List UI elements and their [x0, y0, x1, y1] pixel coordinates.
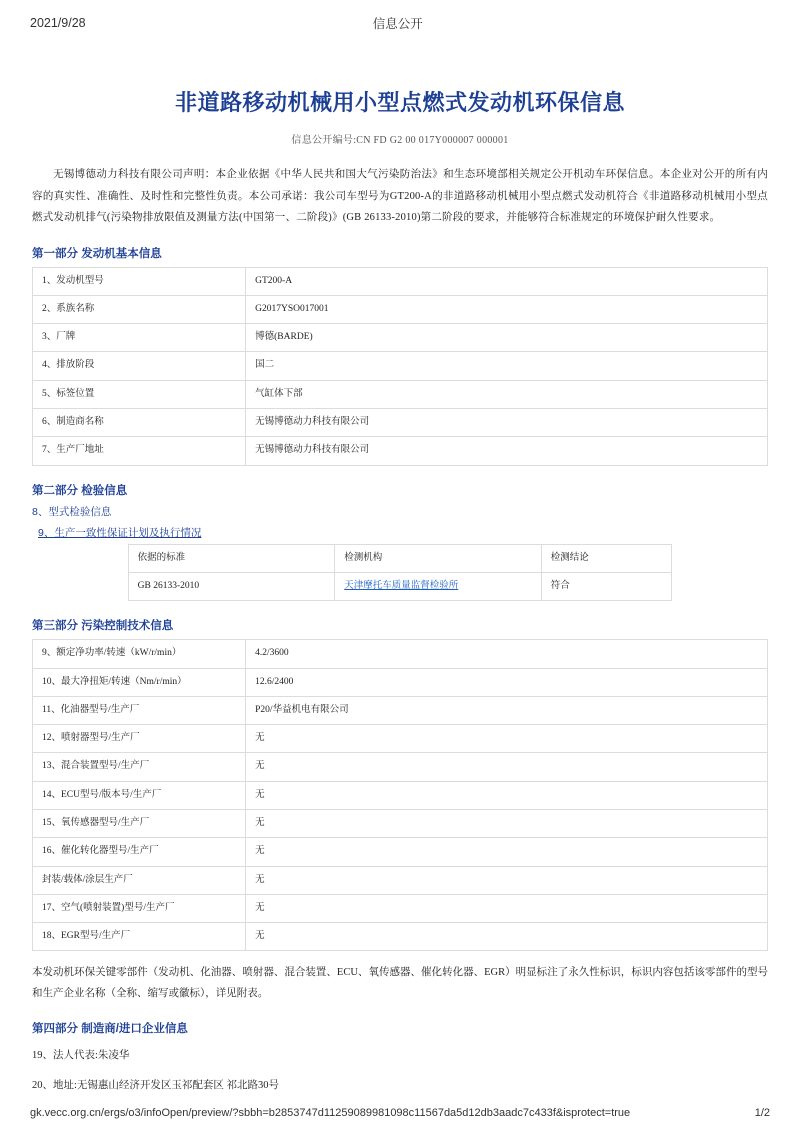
row-key: 7、生产厂地址	[33, 437, 246, 465]
row-key: 12、喷射器型号/生产厂	[33, 725, 246, 753]
cell-standard: GB 26133-2010	[128, 572, 335, 600]
intro-text: 无锡博德动力科技有限公司声明：本企业依据《中华人民共和国大气污染防治法》和生态环境部相关规定公开机动车环保信息。本企业对公开的所有内容的真实性、准确性、及时性和完整性负责。本公司承诺：我公司车型号为GT200-A的非道路移动机械用小型点燃式发动机符合《非道路移动机械用小型点燃式发动机排气(污染物排放限值及测量方法(中国第一、二阶段)》(GB 26133-2010)第二阶段的要求，并能够符合标准规定的环境保护耐久性要求。	[32, 169, 768, 224]
table-header-row	[128, 544, 672, 572]
row-value: 12.6/2400	[246, 668, 768, 696]
page-title: 非道路移动机械用小型点燃式发动机环保信息	[174, 90, 625, 115]
column-header-standard: 依据的标准	[128, 544, 335, 572]
table-row	[33, 437, 768, 465]
table-row	[128, 572, 672, 600]
row-value: 无锡博德动力科技有限公司	[246, 437, 768, 465]
row-key: 4、排放阶段	[33, 352, 246, 380]
footer-url: gk.vecc.org.cn/ergs/o3/infoOpen/preview/?sbbh=b2853747d11259089981098c11567da5d12db3aadc7c433f&isprotect=true	[30, 1107, 631, 1119]
table-row	[33, 838, 768, 866]
row-value: P20/华益机电有限公司	[246, 696, 768, 724]
row-key: 5、标签位置	[33, 380, 246, 408]
print-header	[0, 0, 800, 46]
row-key: 14、ECU型号/版本号/生产厂	[33, 781, 246, 809]
row-value: 无锡博德动力科技有限公司	[246, 409, 768, 437]
table-row	[33, 267, 768, 295]
row-value: GT200-A	[246, 267, 768, 295]
row-value: 国二	[246, 352, 768, 380]
row-value: 无	[246, 725, 768, 753]
cell-agency	[335, 572, 542, 600]
table-row	[33, 781, 768, 809]
section-part4-title: 第四部分 制造商/进口企业信息	[32, 1023, 188, 1036]
row-value: 无	[246, 894, 768, 922]
row-value: 无	[246, 838, 768, 866]
table-row	[33, 668, 768, 696]
row-value: 气缸体下部	[246, 380, 768, 408]
intro-paragraph	[32, 164, 768, 229]
row-key: 9、额定净功率/转速（kW/r/min）	[33, 640, 246, 668]
agency-link[interactable]: 天津摩托车质量监督检验所	[344, 580, 459, 591]
row-key: 16、催化转化器型号/生产厂	[33, 838, 246, 866]
row-key: 2、系族名称	[33, 295, 246, 323]
table-row	[33, 409, 768, 437]
section-part2-title: 第二部分 检验信息	[32, 484, 128, 497]
table-row	[33, 866, 768, 894]
row-key: 10、最大净扭矩/转速（Nm/r/min）	[33, 668, 246, 696]
row-key: 11、化油器型号/生产厂	[33, 696, 246, 724]
row-key: 3、厂牌	[33, 324, 246, 352]
table-row	[33, 753, 768, 781]
print-title: 信息公开	[372, 17, 423, 31]
document-body	[0, 86, 800, 1106]
row-value: 无	[246, 753, 768, 781]
pollution-control-table	[32, 639, 768, 951]
table-row	[33, 324, 768, 352]
row-key: 18、EGR型号/生产厂	[33, 923, 246, 951]
print-footer	[0, 1094, 800, 1132]
row-value: 无	[246, 866, 768, 894]
table-row	[33, 923, 768, 951]
table-row	[33, 295, 768, 323]
section-part2-sub2: 9、生产一致性保证计划及执行情况	[38, 526, 202, 539]
row-value: 4.2/3600	[246, 640, 768, 668]
certification-table	[128, 544, 673, 602]
row-key: 13、混合装置型号/生产厂	[33, 753, 246, 781]
section-part3-title: 第三部分 污染控制技术信息	[32, 620, 174, 633]
row-key: 封装/载体/涂层生产厂	[33, 866, 246, 894]
table-row	[33, 640, 768, 668]
manufacturer-address: 20、地址:无锡惠山经济开发区玉祁配套区 祁北路30号	[32, 1080, 280, 1092]
row-key: 1、发动机型号	[33, 267, 246, 295]
legal-representative: 19、法人代表:朱凌华	[32, 1050, 130, 1062]
row-value: 无	[246, 781, 768, 809]
section-part1-title: 第一部分 发动机基本信息	[32, 247, 162, 260]
row-key: 17、空气(喷射装置)型号/生产厂	[33, 894, 246, 922]
disclosure-number: 信息公开编号:CN FD G2 00 017Y000007 000001	[291, 135, 509, 146]
footer-page-number: 1/2	[754, 1107, 770, 1119]
table-row	[33, 810, 768, 838]
row-value: G2017YSO017001	[246, 295, 768, 323]
column-header-conclusion: 检测结论	[541, 544, 672, 572]
table-row	[33, 352, 768, 380]
table-row	[33, 725, 768, 753]
row-value: 无	[246, 923, 768, 951]
section-part2-sub1: 8、型式检验信息	[32, 505, 112, 518]
row-value: 无	[246, 810, 768, 838]
table-row	[33, 696, 768, 724]
parts-identification-note: 本发动机环保关键零部件（发动机、化油器、喷射器、混合装置、ECU、氧传感器、催化转化器、EGR）明显标注了永久性标识，标识内容包括该零部件的型号和生产企业名称（全称、缩写或徽标），详见附表。	[32, 967, 768, 999]
column-header-agency: 检测机构	[335, 544, 542, 572]
row-key: 15、氧传感器型号/生产厂	[33, 810, 246, 838]
row-key: 6、制造商名称	[33, 409, 246, 437]
cell-conclusion: 符合	[541, 572, 672, 600]
table-row	[33, 894, 768, 922]
basic-info-table	[32, 267, 768, 466]
row-value: 博德(BARDE)	[246, 324, 768, 352]
print-date: 2021/9/28	[30, 16, 86, 30]
table-row	[33, 380, 768, 408]
